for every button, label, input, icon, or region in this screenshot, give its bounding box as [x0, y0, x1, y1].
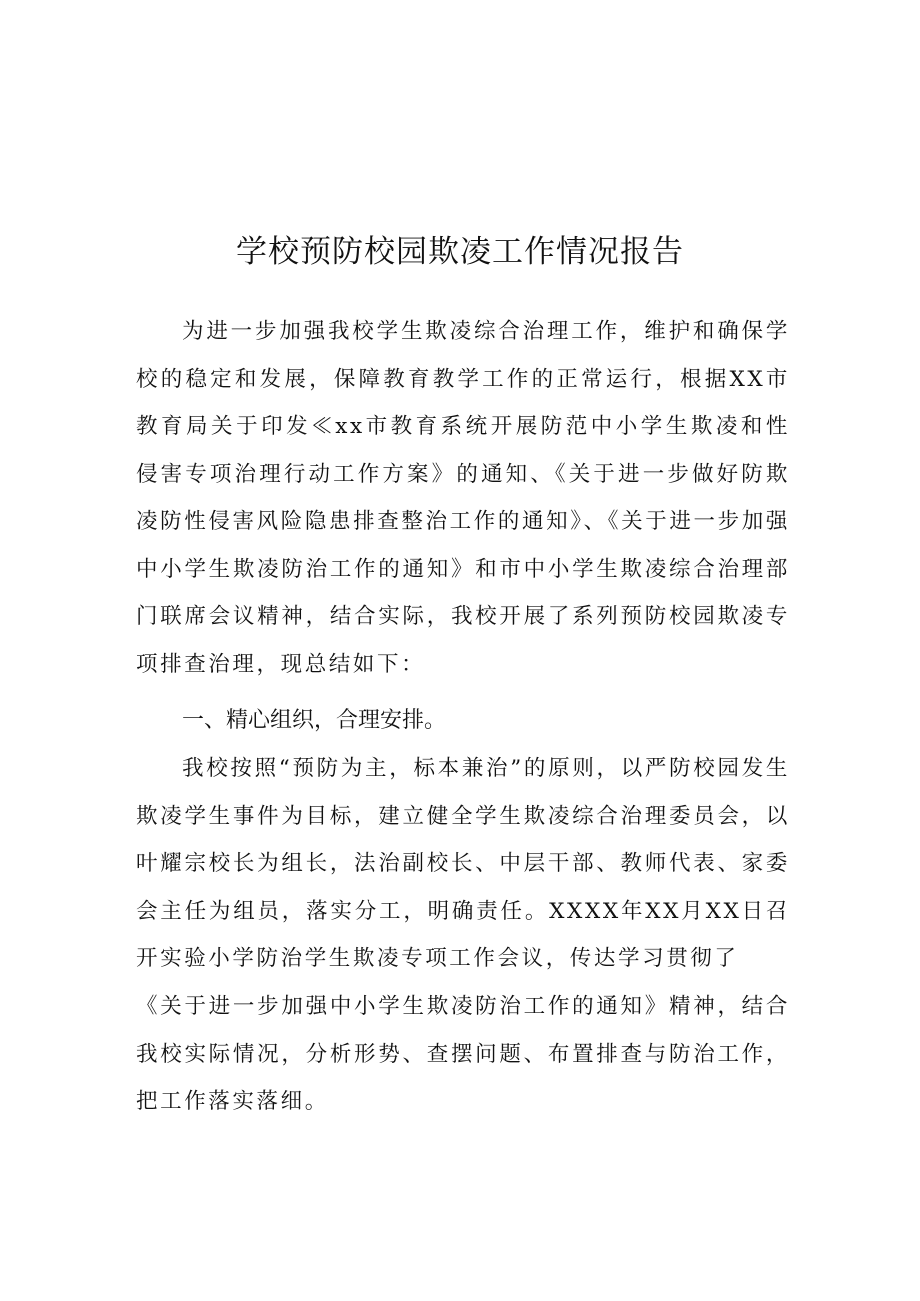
document-title: 学校预防校园欺凌工作情况报告: [236, 234, 684, 270]
section-heading-1: 一、精心组织，合理安排。: [182, 708, 447, 733]
section-1-paragraph: 我校按照“预防为主，标本兼治”的原则，以严防校园发生欺凌学生事件为目标，建立健全学生欺凌综合治理委员会，以叶耀宗校长为组长，法治副校长、中层干部、教师代表、家委会主任为组员，落实分工，明确责任。XXXX年XX月XX日召开实验小学防治学生欺凌专项工作会议，传达学习贯彻了: [136, 756, 790, 971]
intro-paragraph: 为进一步加强我校学生欺凌综合治理工作，维护和确保学校的稳定和发展，保障教育教学工作的正常运行，根据XX市教育局关于印发≪xx市教育系统开展防范中小学生欺凌和性侵害专项治理行动工作方案》的通知、《关于进一步做好防欺凌防性侵害风险隐患排查整治工作的通知》、《关于进一步加强中小学生欺凌防治工作的通知》和市中小学生欺凌综合治理部门联席会议精神，结合实际，我校开展了系列预防校园欺凌专项排查治理，现总结如下：: [136, 319, 790, 677]
section-1-continuation-paragraph: 《关于进一步加强中小学生欺凌防治工作的通知》精神，结合我校实际情况，分析形势、查摆问题、布置排查与防治工作，把工作落实落细。: [136, 994, 790, 1114]
